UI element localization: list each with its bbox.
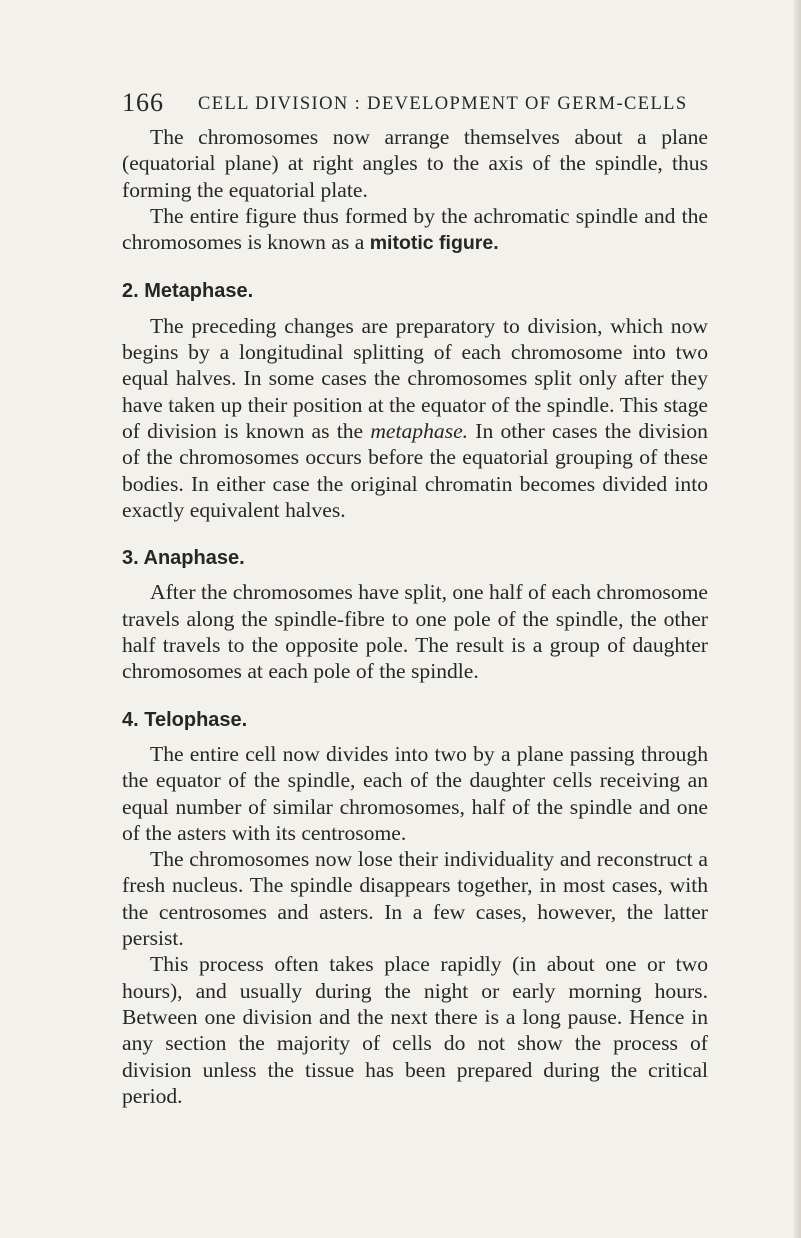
section-heading: 4. Telophase. (122, 708, 248, 731)
italic-term: metaphase. (370, 418, 469, 443)
paragraph: This process often takes place rapidly (in about one or two hours), and usually during the night or early morning hours. Between one division and the next there is a long pause. Hence in any section the majority of cells do not show the process of division unless the tissue has been prepared during the critical period. (122, 952, 708, 1108)
text-run: The entire figure thus formed by the achromatic spindle and the chromosomes is known as a (122, 203, 708, 255)
paragraph: The chromosomes now arrange themselves about a plane (equatorial plane) at right angles to the axis of the spindle, thus forming the equatorial plate. (122, 125, 708, 202)
running-head: CELL DIVISION : DEVELOPMENT OF GERM-CELLS (198, 94, 688, 114)
text-run: In other cases the division of the chromosomes occurs before the equatorial grouping of these bodies. In either case the original chromatin becomes divided into exactly equivalent halves. (122, 418, 708, 522)
section-heading: 3. Anaphase. (122, 547, 245, 570)
paragraph (122, 203, 708, 257)
section-heading: 2. Metaphase. (122, 280, 254, 303)
paragraph: The entire cell now divides into two by a plane passing through the equator of the spindle, each of the daughter cells receiving an equal number of similar chromosomes, half of the spindle and one of the asters with its centrosome. (122, 741, 708, 845)
paragraph: The chromosomes now lose their individuality and reconstruct a fresh nucleus. The spindle disappears together, in most cases, with the centrosomes and asters. In a few cases, however, the latter persist. (122, 847, 708, 951)
page-edge-shadow (794, 0, 801, 1238)
page-number: 166 (122, 88, 164, 117)
body-text (122, 124, 708, 1109)
page-header (122, 88, 722, 120)
paragraph: After the chromosomes have split, one half of each chromosome travels along the spindle-fibre to one pole of the spindle, the other half travels to the opposite pole. The result is a group of daughter chromosomes at each pole of the spindle. (122, 580, 708, 684)
text-run: The preceding changes are preparatory to division, which now begins by a longitudinal splitting of each chromosome into two equal halves. In some cases the chromosomes split only after they have taken up their position at the equator of the spindle. This stage of division is known as the (122, 313, 708, 443)
bold-term: mitotic figure. (369, 232, 499, 255)
paragraph (122, 313, 708, 523)
